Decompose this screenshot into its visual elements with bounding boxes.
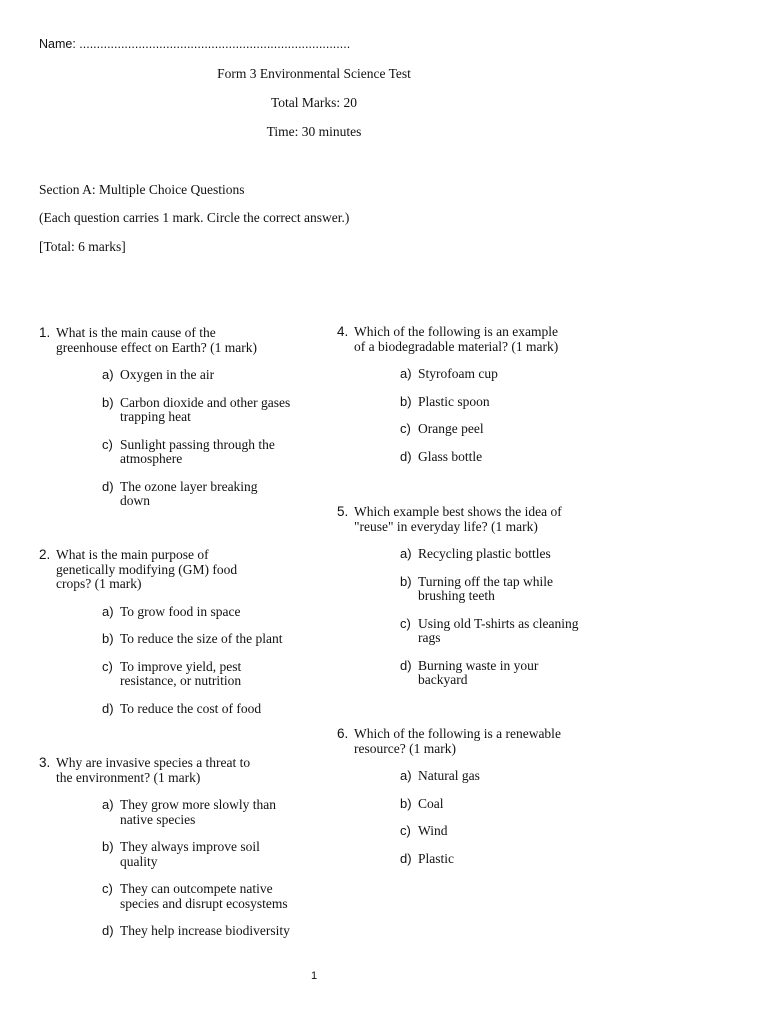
answer-option[interactable] — [102, 798, 329, 827]
question-text-line: What is the main purpose of — [56, 547, 209, 562]
total-marks: Total Marks: 20 — [270, 95, 358, 110]
option-letter: b) — [400, 795, 412, 811]
option-letter: a) — [400, 366, 412, 381]
question-text-line: Why are invasive species a threat to — [56, 755, 251, 770]
answer-options — [400, 769, 627, 866]
answer-option[interactable] — [400, 852, 627, 867]
option-letter: c) — [400, 615, 411, 631]
option-text-line: Recycling plastic bottles — [418, 546, 551, 561]
question-number: 4. — [337, 324, 349, 339]
right-question-column-2 — [337, 505, 627, 688]
name-field-line: Name: .............................................................................. — [39, 37, 351, 51]
option-letter: c) — [102, 881, 113, 896]
option-letter: a) — [400, 768, 412, 783]
question-1 — [39, 326, 329, 509]
option-text-line: rags — [418, 630, 441, 645]
answer-option[interactable] — [102, 882, 329, 911]
option-text-line: Plastic spoon — [418, 393, 490, 409]
option-letter: a) — [102, 367, 114, 382]
question-number: 6. — [337, 726, 349, 741]
option-text-line: Glass bottle — [418, 448, 483, 464]
option-text-line: Orange peel — [418, 421, 484, 436]
question-text-line: Which of the following is a renewable — [354, 726, 561, 741]
answer-option[interactable] — [400, 824, 627, 839]
section-title: Section A: Multiple Choice Questions — [39, 182, 245, 197]
answer-option[interactable] — [102, 924, 329, 939]
answer-option[interactable] — [400, 769, 627, 784]
option-text-line: species and disrupt ecosystems — [120, 895, 288, 911]
section-total: [Total: 6 marks] — [39, 239, 126, 254]
question-text-line: What is the main cause of the — [56, 325, 216, 340]
option-letter: c) — [102, 436, 113, 452]
answer-option[interactable] — [400, 422, 627, 437]
option-text-line: Sunlight passing through the — [120, 436, 275, 452]
question-number: 5. — [337, 504, 349, 519]
question-text-line: crops? (1 mark) — [56, 576, 142, 591]
option-letter: a) — [102, 797, 114, 812]
answer-options — [400, 547, 627, 688]
question-text-line: Which of the following is an example — [354, 324, 558, 339]
answer-options — [400, 367, 627, 464]
option-text-line: Turning off the tap while — [418, 573, 553, 589]
option-letter: c) — [102, 658, 113, 674]
option-text-line: backyard — [418, 672, 468, 687]
question-3 — [39, 756, 329, 939]
option-text-line: Natural gas — [418, 768, 480, 783]
option-letter: b) — [400, 573, 412, 589]
answer-option[interactable] — [400, 450, 627, 465]
question-number: 1. — [39, 325, 51, 340]
option-letter: d) — [102, 700, 114, 716]
right-question-column-3 — [337, 727, 627, 866]
right-question-column — [337, 325, 627, 464]
answer-option[interactable] — [400, 395, 627, 410]
left-question-column — [39, 326, 329, 509]
question-5 — [337, 505, 627, 688]
option-text-line: Styrofoam cup — [418, 366, 498, 381]
answer-option[interactable] — [102, 632, 329, 647]
question-text-line: of a biodegradable material? (1 mark) — [354, 338, 559, 354]
option-letter: b) — [102, 839, 114, 854]
answer-option[interactable] — [102, 660, 329, 689]
option-text-line: They always improve soil — [120, 839, 260, 854]
question-number: 2. — [39, 547, 51, 562]
option-letter: b) — [102, 631, 114, 646]
option-letter: d) — [400, 657, 412, 673]
option-text-line: Burning waste in your — [418, 657, 539, 673]
option-text-line: resistance, or nutrition — [120, 673, 242, 688]
option-letter: d) — [400, 448, 412, 464]
question-text-line: greenhouse effect on Earth? (1 mark) — [56, 339, 258, 355]
option-text-line: atmosphere — [120, 451, 183, 466]
question-text-line: resource? (1 mark) — [354, 740, 456, 756]
option-letter: d) — [400, 850, 412, 866]
answer-option[interactable] — [102, 840, 329, 869]
question-text-line: genetically modifying (GM) food — [56, 561, 238, 577]
option-letter: c) — [400, 823, 411, 838]
answer-option[interactable] — [400, 659, 627, 688]
option-letter: b) — [102, 394, 114, 410]
question-4 — [337, 325, 627, 464]
question-text-line: "reuse" in everyday life? (1 mark) — [354, 518, 538, 534]
answer-options — [102, 798, 329, 939]
option-text-line: To reduce the cost of food — [120, 700, 262, 716]
option-text-line: Carbon dioxide and other gases — [120, 394, 291, 410]
answer-options — [102, 605, 329, 717]
option-letter: d) — [102, 923, 114, 938]
option-text-line: Wind — [418, 823, 448, 838]
option-letter: d) — [102, 478, 114, 494]
question-number: 3. — [39, 755, 51, 770]
option-text-line: Oxygen in the air — [120, 367, 215, 382]
option-text-line: They help increase biodiversity — [120, 923, 290, 938]
option-letter: c) — [400, 421, 411, 436]
answer-option[interactable] — [400, 575, 627, 604]
answer-option[interactable] — [400, 367, 627, 382]
option-text-line: trapping heat — [120, 409, 191, 424]
answer-option[interactable] — [102, 702, 329, 717]
question-2 — [39, 548, 329, 716]
option-text-line: They grow more slowly than — [120, 797, 276, 812]
answer-option[interactable] — [102, 368, 329, 383]
question-text-line: Which example best shows the idea of — [354, 504, 562, 519]
option-text-line: To reduce the size of the plant — [120, 631, 283, 646]
option-text-line: down — [120, 493, 150, 508]
left-question-column-3 — [39, 756, 329, 939]
answer-option[interactable] — [102, 396, 329, 425]
option-text-line: Plastic — [418, 850, 454, 866]
option-text-line: brushing teeth — [418, 588, 495, 603]
question-text-line: the environment? (1 mark) — [56, 769, 201, 785]
time-allowed: Time: 30 minutes — [266, 124, 362, 139]
option-text-line: The ozone layer breaking — [120, 478, 258, 494]
option-text-line: Using old T-shirts as cleaning — [418, 615, 579, 631]
page-number: 1 — [310, 970, 318, 982]
option-text-line: To improve yield, pest — [120, 658, 242, 674]
option-text-line: They can outcompete native — [120, 881, 273, 896]
section-instructions: (Each question carries 1 mark. Circle the correct answer.) — [39, 210, 350, 225]
answer-options — [102, 368, 329, 509]
answer-option[interactable] — [400, 547, 627, 562]
answer-option[interactable] — [102, 605, 329, 620]
answer-option[interactable] — [400, 797, 627, 812]
answer-option[interactable] — [102, 438, 329, 467]
option-letter: a) — [102, 603, 114, 619]
option-text-line: Coal — [418, 795, 444, 811]
option-text-line: To grow food in space — [120, 603, 241, 619]
option-letter: a) — [400, 546, 412, 561]
answer-option[interactable] — [102, 480, 329, 509]
left-question-column-2 — [39, 548, 329, 716]
answer-option[interactable] — [400, 617, 627, 646]
test-title: Form 3 Environmental Science Test — [217, 66, 411, 81]
option-text-line: quality — [120, 853, 158, 869]
question-6 — [337, 727, 627, 866]
option-text-line: native species — [120, 811, 196, 827]
option-letter: b) — [400, 393, 412, 409]
